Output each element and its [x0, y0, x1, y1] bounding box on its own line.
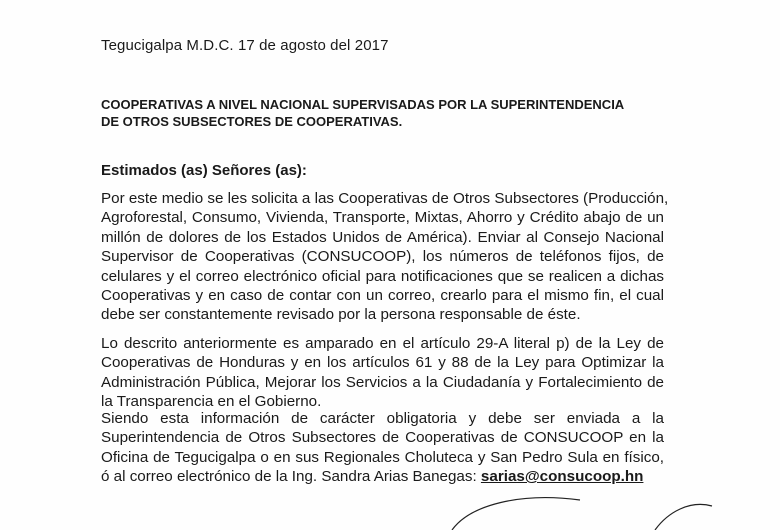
greeting: Estimados (as) Señores (as): — [101, 162, 307, 179]
paragraph-line: Lo descrito anteriormente es amparado en el artículo 29-A literal p) de la Ley de — [101, 335, 664, 352]
paragraph-line: debe ser constantemente revisado por la persona responsable de éste. — [101, 306, 581, 324]
email-link[interactable]: sarias@consucoop.hn — [480, 468, 644, 486]
paragraph-line: millón de dolores de los Estados Unidos de América). Enviar al Consejo Nacional — [101, 228, 664, 246]
paragraph-line: celulares y el correo electrónico oficial para notificaciones que se realicen a dichas — [101, 267, 664, 285]
paragraph-line: Siendo esta información de carácter obligatoria y debe ser enviada a la — [101, 410, 664, 427]
paragraph-legal-basis — [101, 334, 664, 412]
subject-line: COOPERATIVAS A NIVEL NACIONAL SUPERVISADAS POR LA SUPERINTENDENCIA — [101, 97, 625, 112]
paragraph-line: la Transparencia en el Gobierno. — [101, 393, 322, 411]
paragraph-request — [101, 189, 669, 325]
paragraph-line: Cooperativas de Honduras y en los artículos 61 y 88 de la Ley para Optimizar la — [101, 354, 664, 372]
paragraph-line: Oficina de Tegucigalpa o en sus Regionales Choluteca y San Pedro Sula en físico, — [101, 448, 664, 466]
email-prefix-text: ó al correo electrónico de la Ing. Sandra Arias Banegas: — [101, 468, 481, 486]
paragraph-line: Supervisor de Cooperativas (CONSUCOOP), los números de teléfonos fijos, de — [101, 248, 664, 266]
dateline: Tegucigalpa M.D.C. 17 de agosto del 2017 — [101, 37, 389, 54]
paragraph-line: Administración Pública, Mejorar los Servicios a la Ciudadanía y Fortalecimiento de — [101, 373, 664, 391]
paragraph-line-final — [101, 467, 664, 486]
paragraph-line: Por este medio se les solicita a las Cooperativas de Otros Subsectores (Producción, — [101, 190, 669, 207]
paragraph-line: Agroforestal, Consumo, Vivienda, Transporte, Mixtas, Ahorro y Crédito abajo de un — [101, 209, 664, 227]
paragraph-line: Superintendencia de Otros Subsectores de Cooperativas de CONSUCOOP en la — [101, 429, 664, 447]
subject-line: DE OTROS SUBSECTORES DE COOPERATIVAS. — [101, 114, 403, 129]
paragraph-line: Cooperativas y en caso de contar con un correo, crearlo para el mismo fin, el cual — [101, 287, 664, 305]
paragraph-submission — [101, 409, 664, 487]
letter-subject — [101, 96, 701, 130]
